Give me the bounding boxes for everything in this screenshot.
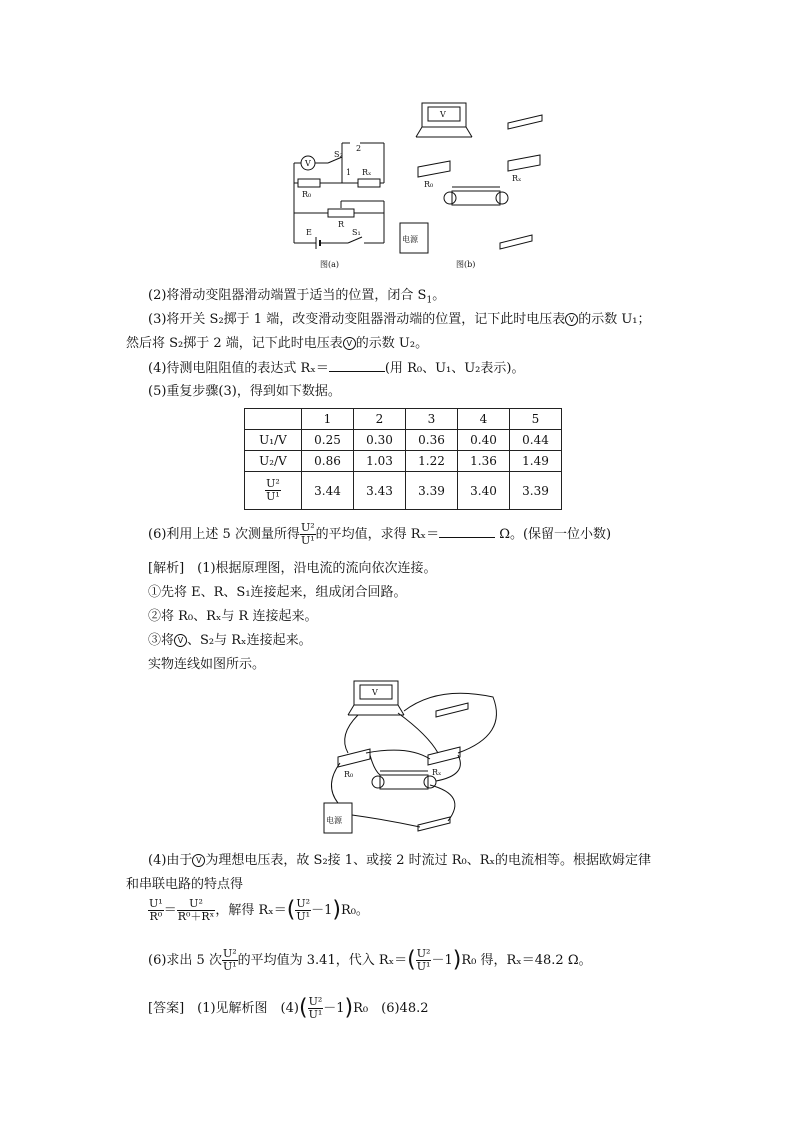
analysis-line-7: 和串联电路的特点得 [126,877,244,892]
switch-s1-label: S₁ [352,228,361,237]
table-header: 3 [406,409,458,430]
terminal-2-label: 2 [356,144,362,153]
rheostat-label: R [338,220,345,229]
wiring-diagram [318,675,518,845]
table-cell: 3.40 [458,472,510,510]
analysis-line-5: 实物连线如图所示。 [148,657,266,672]
table-header: 4 [458,409,510,430]
table-cell: 0.44 [510,430,562,451]
table-cell: 0.36 [406,430,458,451]
step-6: (6)利用上述 5 次测量所得 $\frac{\text{U²}}{\text{U¹}}$ 的平均值，求得 Rₓ＝ Ω。(保留一位小数) [148,521,612,547]
voltmeter-label: V [305,159,311,168]
analysis-line-9: (6)求出 5 次 $\frac{\text{U²}}{\text{U¹}}$ 的平均值为 3.41，代入 Rₓ＝( $\frac{\text{U²}}{\text{U¹}}$ －1)R₀ 得，Rₓ＝48.2 Ω。 [148,947,592,973]
analysis-line-2: ①先将 E、R、S₁连接起来，组成闭合回路。 [148,585,407,600]
rx-box-label: Rₓ [512,174,522,183]
table-cell: 0.86 [302,451,354,472]
r0-box-label: R₀ [424,180,434,189]
r0-label: R₀ [302,190,312,199]
table-header: 1 [302,409,354,430]
switch-s2-label: S₂ [334,150,343,159]
rx-box-label: Rₓ [432,768,442,777]
figure-b-caption: 图(b) [456,260,476,269]
table-cell: 0.40 [458,430,510,451]
answer-blank [439,525,495,538]
analysis-line-1: [解析] (1)根据原理图，沿电流的流向依次连接。 [148,561,437,576]
answer-line: [答案] (1)见解析图 (4)( $\frac{\text{U²}}{\text{U¹}}$ －1)R₀ (6)48.2 [148,995,429,1021]
table-cell: 1.49 [510,451,562,472]
table-cell: 3.43 [354,472,406,510]
answer-blank [329,359,385,372]
voltmeter-symbol: V [565,313,578,326]
table-cell: 3.39 [406,472,458,510]
terminal-1-label: 1 [346,168,352,177]
step-3-line1: (3)将开关 S₂掷于 1 端，改变滑动变阻器滑动端的位置，记下此时电压表 V 的示数 U₁； [148,312,651,327]
voltmeter-symbol: V [343,337,356,350]
analysis-line-6: (4)由于 V 为理想电压表，故 S₂接 1、或接 2 时流过 R₀、Rₓ的电流相等。根据欧姆定律 [148,853,652,868]
table-cell: 1.22 [406,451,458,472]
power-source-label: 电源 [402,235,418,244]
table-cell: 3.44 [302,472,354,510]
figure-a-caption: 图(a) [320,260,340,269]
table-header: 5 [510,409,562,430]
table-header: 2 [354,409,406,430]
step-2: (2)将滑动变阻器滑动端置于适当的位置，闭合 $S_1$。 [148,288,446,306]
table-header-row [245,409,562,430]
table-row [245,430,562,451]
row-label: U₁/V [245,430,302,451]
power-source-label: 电源 [326,816,342,825]
table-row [245,451,562,472]
row-label-ratio: $\frac{\text{U²}}{\text{U¹}}$ [245,472,302,510]
table-cell: 1.03 [354,451,406,472]
r0-box-label: R₀ [344,770,354,779]
table-row [245,472,562,510]
step-3-line2: 然后将 S₂掷于 2 端，记下此时电压表 V 的示数 U₂。 [126,336,429,351]
row-label: U₂/V [245,451,302,472]
rx-label: Rₓ [362,168,372,177]
table-cell: 1.36 [458,451,510,472]
table-cell: 0.30 [354,430,406,451]
circuit-figure [280,95,550,275]
step-4: (4)待测电阻阻值的表达式 Rₓ＝ (用 R₀、U₁、U₂表示)。 [148,361,525,376]
voltmeter-box-label: V [372,688,378,697]
step-5: (5)重复步骤(3)，得到如下数据。 [148,384,341,399]
data-table [244,408,562,510]
analysis-line-4: ③将 V 、S₂与 Rₓ连接起来。 [148,633,312,648]
table-cell: 3.39 [510,472,562,510]
analysis-line-3: ②将 R₀、Rₓ与 R 连接起来。 [148,609,318,624]
table-cell: 0.25 [302,430,354,451]
voltmeter-symbol: V [174,634,187,647]
voltmeter-box-label: V [440,110,446,119]
voltmeter-symbol: V [192,854,205,867]
analysis-equation: $\frac{\text{U¹}}{\text{R⁰}}$ ＝ $\frac{\text{U²}}{\text{R⁰＋Rˣ}}$ ，解得 Rₓ＝( $\frac{\text{U²}}{\text{U¹}}$ －1)R₀。 [149,897,369,923]
battery-label: E [306,228,312,237]
